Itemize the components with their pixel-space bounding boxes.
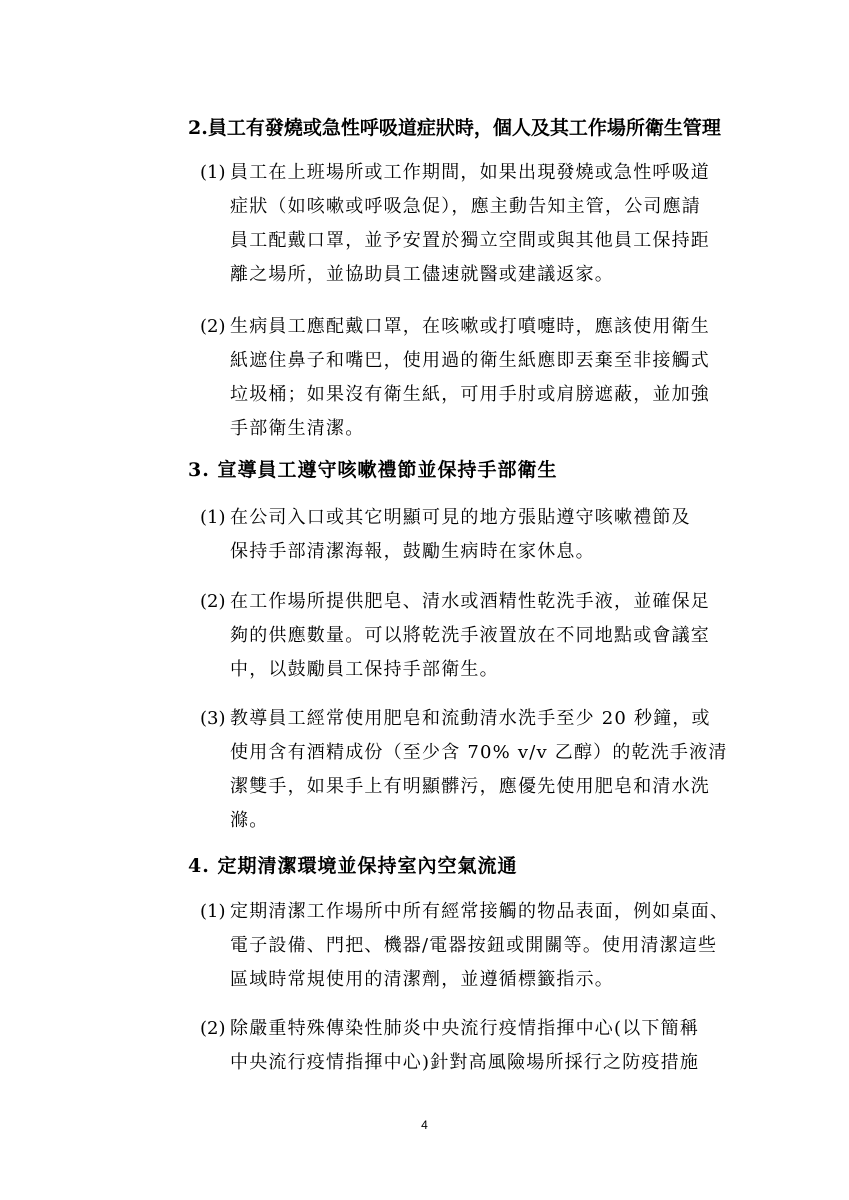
item-line: 潔雙手，如果手上有明顯髒污，應優先使用肥皂和清水洗 <box>230 776 710 797</box>
page-number: 4 <box>421 1118 428 1132</box>
item-line: 滌。 <box>230 810 269 831</box>
item-line: 保持手部清潔海報，鼓勵生病時在家休息。 <box>230 541 595 562</box>
item-line: 教導員工經常使用肥皂和流動清水洗手至少 20 秒鐘，或 <box>230 708 711 729</box>
item-number: (1) <box>200 507 226 528</box>
item-line: 員工配戴口罩，並予安置於獨立空間或與其他員工保持距 <box>230 230 710 251</box>
item-line: 員工在上班場所或工作期間，如果出現發燒或急性呼吸道 <box>230 162 710 183</box>
section-heading-2: 2.員工有發燒或急性呼吸道症狀時，個人及其工作場所衛生管理 <box>188 117 721 139</box>
item-number: (1) <box>200 901 226 922</box>
item-line: 使用含有酒精成份（至少含 70% v/v 乙醇）的乾洗手液清 <box>230 742 728 763</box>
item-line: 夠的供應數量。可以將乾洗手液置放在不同地點或會議室 <box>230 625 710 646</box>
item-line: 區域時常規使用的清潔劑，並遵循標籤指示。 <box>230 969 614 990</box>
item-line: 症狀（如咳嗽或呼吸急促），應主動告知主管，公司應請 <box>230 196 701 217</box>
item-line: 紙遮住鼻子和嘴巴，使用過的衛生紙應即丟棄至非接觸式 <box>230 350 710 371</box>
item-line: 手部衛生清潔。 <box>230 418 365 439</box>
item-line: 除嚴重特殊傳染性肺炎中央流行疫情指揮中心(以下簡稱 <box>230 1018 700 1039</box>
item-line: 電子設備、門把、機器/電器按鈕或開關等。使用清潔這些 <box>230 935 718 956</box>
item-number: (3) <box>200 708 226 729</box>
item-line: 垃圾桶；如果沒有衛生紙，可用手肘或肩膀遮蔽，並加強 <box>230 384 710 405</box>
section-heading-4: 4. 定期清潔環境並保持室內空氣流通 <box>188 855 518 877</box>
item-line: 中央流行疫情指揮中心)針對高風險場所採行之防疫措施 <box>230 1052 700 1073</box>
item-line: 中，以鼓勵員工保持手部衛生。 <box>230 659 499 680</box>
item-line: 在工作場所提供肥皂、清水或酒精性乾洗手液，並確保足 <box>230 591 710 612</box>
item-line: 定期清潔工作場所中所有經常接觸的物品表面，例如桌面、 <box>230 901 730 922</box>
item-number: (2) <box>200 591 226 612</box>
section-heading-3: 3. 宣導員工遵守咳嗽禮節並保持手部衛生 <box>188 459 558 481</box>
item-number: (1) <box>200 162 226 183</box>
item-line: 在公司入口或其它明顯可見的地方張貼遵守咳嗽禮節及 <box>230 507 691 528</box>
item-line: 離之場所，並協助員工儘速就醫或建議返家。 <box>230 264 614 285</box>
item-number: (2) <box>200 1018 226 1039</box>
item-number: (2) <box>200 316 226 337</box>
item-line: 生病員工應配戴口罩，在咳嗽或打噴嚏時，應該使用衛生 <box>230 316 710 337</box>
